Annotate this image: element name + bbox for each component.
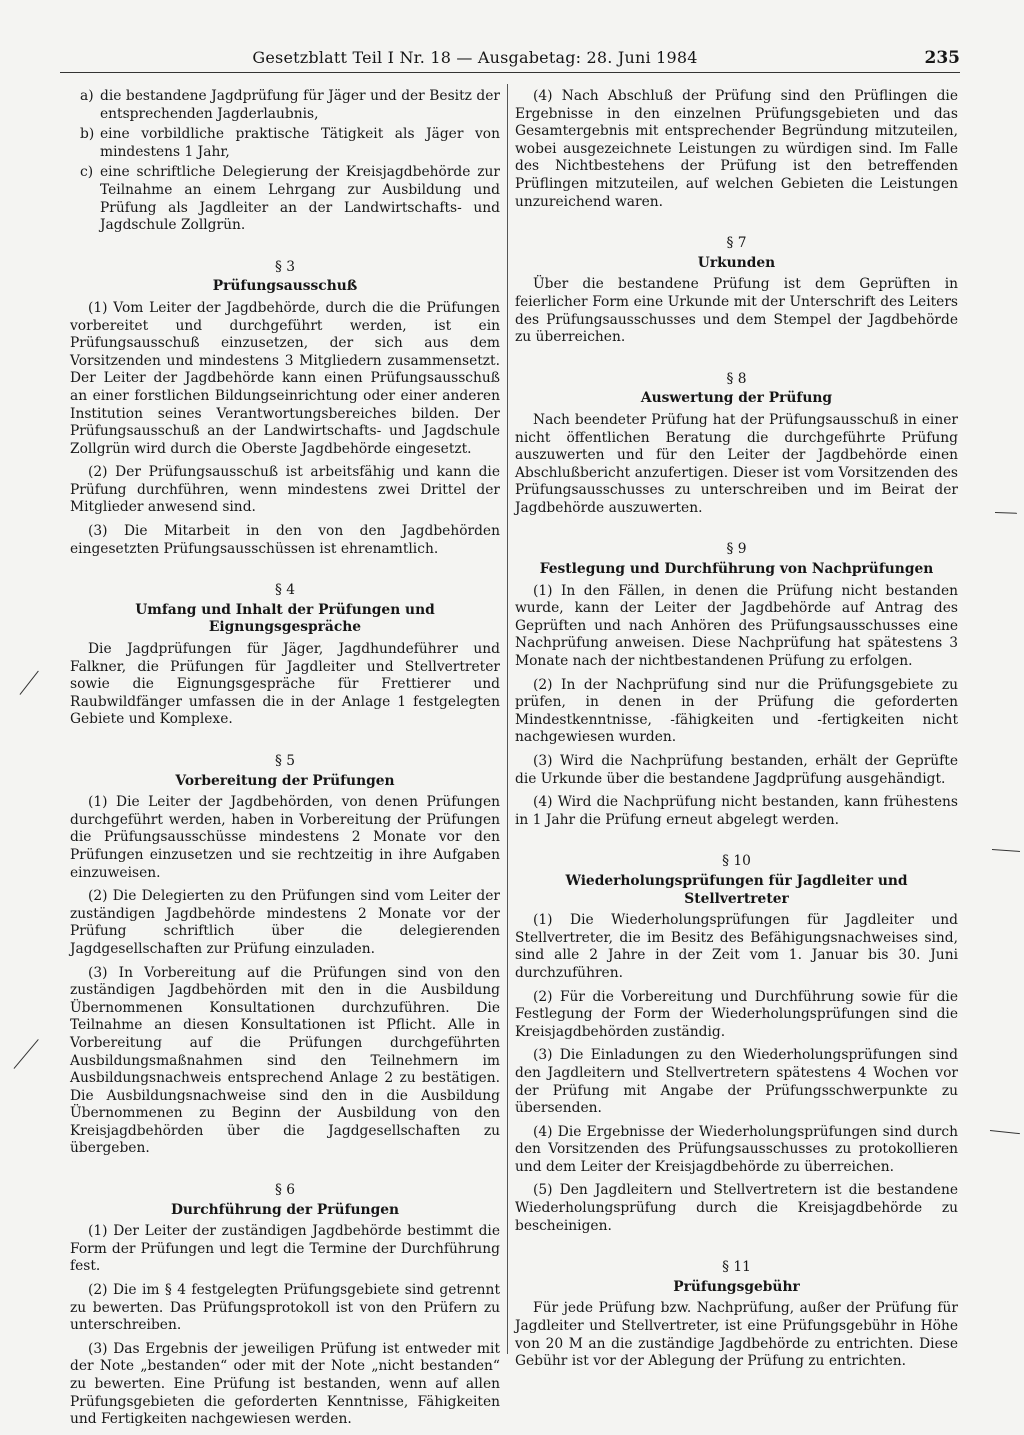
- list-item: [70, 88, 500, 123]
- section-10: [515, 853, 958, 1235]
- section-number: § 9: [726, 541, 747, 558]
- section-11: [515, 1259, 958, 1371]
- section-number: § 7: [726, 235, 747, 252]
- section-3: [70, 259, 500, 559]
- section-8: [515, 371, 958, 518]
- section-4: [70, 582, 500, 729]
- paragraph: (3) In Vorbereitung auf die Prüfungen sind von den zuständigen Jagdbehörden mit den in die Ausbildung Übernommenen Konsultationen durchzuführen. Die Teilnahme an diesen Konsultationen ist Pflicht. Alle in Vorbereitung auf die Prüfungen durchgeführten Ausbildungsmaßnahmen sind den Teilnehmern im Ausbildungsnachweis entsprechend Anlage 2 zu bestätigen. Die Ausbildungsnachweise sind den in die Ausbildung Übernommenen zu Beginn der Ausbildung von den Kreisjagdbehörden über die Jagdgesellschaften zu übergeben.: [70, 964, 500, 1157]
- list-text: eine vorbildliche praktische Tätigkeit als Jäger von mindestens 1 Jahr,: [100, 126, 500, 160]
- margin-mark: [990, 1130, 1020, 1134]
- section-5: [70, 753, 500, 1158]
- section-title: Vorbereitung der Prüfungen: [175, 772, 395, 789]
- paragraph: (2) Die Delegierten zu den Prüfungen sind vom Leiter der zuständigen Jagdbehörde mindestens 2 Monate vor der Prüfung schriftlich über die delegierenden Jagdgesellschaften zur Prüfung einzuladen.: [70, 888, 500, 957]
- section-title: Wiederholungsprüfungen für Jagdleiter und Stellvertreter: [565, 872, 908, 907]
- paragraph: (4) Die Ergebnisse der Wiederholungsprüfungen sind durch den Vorsitzenden des Prüfungsausschusses zu protokollieren und dem Leiter der Kreisjagdbehörde zu überreichen.: [515, 1123, 958, 1175]
- section-title: Festlegung und Durchführung von Nachprüfungen: [539, 561, 934, 578]
- margin-mark: [20, 671, 39, 695]
- paragraph: (5) Den Jagdleitern und Stellvertretern ist die bestandene Wiederholungsprüfung durch die Kreisjagdbehörde zu bescheinigen.: [515, 1182, 958, 1234]
- section-number: § 11: [722, 1259, 751, 1276]
- paragraph: (3) Die Mitarbeit in den von den Jagdbehörden eingesetzten Prüfungsausschüssen ist ehrenamtlich.: [70, 523, 500, 557]
- section-6: [70, 1182, 500, 1429]
- list-letter: a): [80, 88, 94, 104]
- section-title: Durchführung der Prüfungen: [170, 1201, 400, 1218]
- list-item: [70, 126, 500, 161]
- right-column: [515, 88, 958, 1377]
- section-title: Urkunden: [697, 254, 776, 271]
- section-number: § 8: [726, 370, 747, 387]
- list-text: eine schriftliche Delegierung der Kreisjagdbehörde zur Teilnahme an einem Lehrgang zur Ausbildung und Prüfung als Jagdleiter an der Landwirtschafts- und Jagdschule Zollgrün.: [100, 164, 500, 234]
- list-letter: c): [80, 164, 94, 181]
- paragraph: (3) Das Ergebnis der jeweiligen Prüfung ist entweder mit der Note „bestanden“ oder mit der Note „nicht bestanden“ zu bewerten. Eine Prüfung ist bestanden, wenn auf allen Prüfungsgebieten die geforderten Kenntnisse, Fähigkeiten und Fertigkeiten nachgewiesen werden.: [70, 1340, 500, 1428]
- paragraph: (2) In der Nachprüfung sind nur die Prüfungsgebiete zu prüfen, in denen in der Prüfung die geforderten Mindestkenntnisse, -fähigkeiten und -fertigkeiten nicht nachgewiesen wurden.: [515, 676, 958, 746]
- section-title: Umfang und Inhalt der Prüfungen und Eignungsgespräche: [135, 601, 435, 636]
- list-item: [70, 164, 500, 234]
- paragraph: (2) Für die Vorbereitung und Durchführung sowie für die Festlegung der Form der Wiederholungsprüfungen sind die Kreisjagdbehörden zuständig.: [515, 988, 958, 1040]
- paragraph: Nach beendeter Prüfung hat der Prüfungsausschuß in einer nicht öffentlichen Beratung die durchgeführte Prüfung auszuwerten und für den Leiter der Jagdbehörde einen Abschlußbericht anzufertigen. Dieser ist vom Vorsitzenden des Prüfungsausschusses zu unterschreiben und im Beirat der Jagdbehörde auszuwerten.: [515, 411, 958, 516]
- section-9: [515, 541, 958, 829]
- section-number: § 3: [274, 258, 296, 275]
- requirements-list: [70, 88, 500, 235]
- margin-mark: [992, 849, 1020, 852]
- header-title: Gesetzblatt Teil I Nr. 18 — Ausgabetag: 28. Juni 1984: [252, 48, 698, 67]
- margin-mark: [995, 512, 1017, 514]
- paragraph: (4) Nach Abschluß der Prüfung sind den Prüflingen die Ergebnisse in den einzelnen Prüfungsgebieten und das Gesamtergebnis mit entsprechender Begründung mitzuteilen, wobei ausgezeichnete Leistungen zu würdigen sind. Im Falle des Nichtbestehens der Prüfung ist den betreffenden Prüflingen mitzuteilen, auf welchen Gebieten die Leistungen unzureichend waren.: [515, 88, 958, 210]
- paragraph: (1) In den Fällen, in denen die Prüfung nicht bestanden wurde, kann der Leiter der Jagdbehörde auf Antrag des Geprüften und nach Anhören des Prüfungsausschusses eine Nachprüfung anweisen. Diese Nachprüfung hat spätestens 3 Monate nach der nichtbestandenen Prüfung zu erfolgen.: [515, 582, 958, 670]
- section-title: Prüfungsausschuß: [212, 278, 358, 295]
- section-number: § 5: [274, 753, 296, 769]
- paragraph: (1) Die Leiter der Jagdbehörden, von denen Prüfungen durchgeführt werden, haben in Vorbereitung der Prüfungen die Prüfungsausschüsse mindestens 2 Monate vor den Prüfungen einzusetzen und sie rechtzeitig in ihre Aufgaben einzuweisen.: [70, 794, 500, 881]
- paragraph: (1) Vom Leiter der Jagdbehörde, durch die die Prüfungen vorbereitet und durchgeführt werden, ist ein Prüfungsausschuß einzusetzen, der sich aus dem Vorsitzenden und mindestens 3 Mitgliedern zusammensetzt. Der Leiter der Jagdbehörde kann einen Prüfungsausschuß an einer forstlichen Bildungseinrichtung oder einer anderen Institution seines Verantwortungsbereiches bilden. Der Prüfungsausschuß an der Landwirtschafts- und Jagdschule Zollgrün wird durch die Oberste Jagdbehörde eingesetzt.: [70, 299, 500, 457]
- section-6-continued: [515, 88, 958, 211]
- margin-mark: [14, 1039, 39, 1069]
- paragraph: Die Jagdprüfungen für Jäger, Jagdhundeführer und Falkner, die Prüfungen für Jagdleiter und Stellvertreter sowie die Eignungsgespräche für Frettierer und Raubwildfänger umfassen die in der Anlage 1 festgelegten Gebiete und Komplexe.: [70, 641, 500, 728]
- page-header: [60, 48, 960, 73]
- list-text: die bestandene Jagdprüfung für Jäger und der Besitz der entsprechenden Jagderlaubnis,: [100, 88, 500, 122]
- paragraph: (4) Wird die Nachprüfung nicht bestanden, kann frühestens in 1 Jahr die Prüfung erneut abgelegt werden.: [515, 794, 958, 828]
- section-number: § 10: [722, 853, 751, 870]
- section-title: Auswertung der Prüfung: [640, 390, 833, 407]
- section-number: § 6: [274, 1182, 296, 1199]
- paragraph: (1) Der Leiter der zuständigen Jagdbehörde bestimmt die Form der Prüfungen und legt die Termine der Durchführung fest.: [70, 1223, 500, 1275]
- section-title: Prüfungsgebühr: [673, 1278, 800, 1295]
- list-letter: b): [80, 126, 95, 143]
- section-7: [515, 235, 958, 347]
- paragraph: (2) Der Prüfungsausschuß ist arbeitsfähig und kann die Prüfung durchführen, wenn mindestens zwei Drittel der Mitglieder anwesend sind.: [70, 464, 500, 516]
- paragraph: (1) Die Wiederholungsprüfungen für Jagdleiter und Stellvertreter, die im Besitz des Befähigungsnachweises sind, sind alle 2 Jahre in der Zeit vom 1. Januar bis 30. Juni durchzuführen.: [515, 912, 958, 981]
- paragraph: Für jede Prüfung bzw. Nachprüfung, außer der Prüfung für Jagdleiter und Stellvertreter, ist eine Prüfungsgebühr in Höhe von 20 M an die zuständige Jagdbehörde zu entrichten. Diese Gebühr ist vor der Ablegung der Prüfung zu entrichten.: [515, 1300, 958, 1370]
- left-column: [70, 88, 500, 1435]
- section-number: § 4: [274, 582, 296, 599]
- paragraph: Über die bestandene Prüfung ist dem Geprüften in feierlicher Form eine Urkunde mit der Unterschrift des Leiters des Prüfungsausschusses und dem Stempel der Jagdbehörde zu überreichen.: [515, 276, 958, 346]
- paragraph: (3) Wird die Nachprüfung bestanden, erhält der Geprüfte die Urkunde über die bestandene Jagdprüfung ausgehändigt.: [515, 753, 958, 787]
- paragraph: (3) Die Einladungen zu den Wiederholungsprüfungen sind den Jagdleitern und Stellvertretern spätestens 4 Wochen vor der Prüfung mit Angabe der Prüfungsschwerpunkte zu übersenden.: [515, 1047, 958, 1117]
- page-number: 235: [924, 48, 960, 68]
- paragraph: (2) Die im § 4 festgelegten Prüfungsgebiete sind getrennt zu bewerten. Das Prüfungsprotokoll ist von den Prüfern zu unterschreiben.: [70, 1282, 500, 1334]
- column-divider: [507, 84, 508, 1354]
